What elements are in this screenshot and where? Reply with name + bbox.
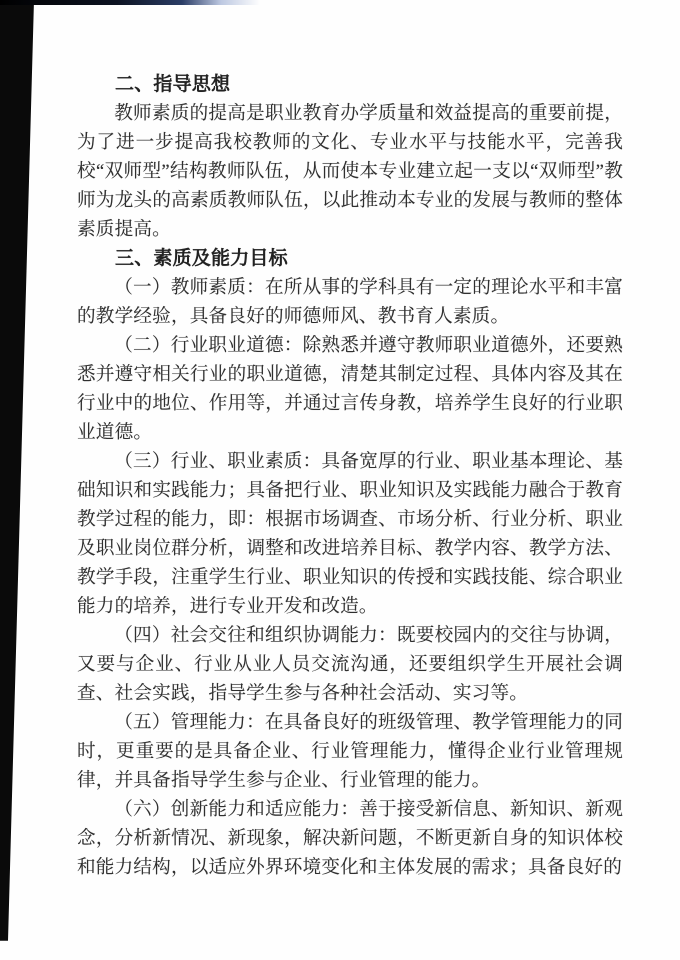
paragraph-professional-ethics: （二）行业职业道德：除熟悉并遵守教师职业道德外，还要熟悉并遵守相关行业的职业道德，清楚其制定过程、具体内容及其在行业中的地位、作用等，并通过言传身教，培养学生良好的行业职业道德。 [77, 335, 623, 443]
scan-edge-top [0, 0, 260, 5]
paragraph-guiding-ideology: 教师素质的提高是职业教育办学质量和效益提高的重要前提，为了进一步提高我校教师的文化、专业水平与技能水平，完善我校“双师型”结构教师队伍，从而使本专业建立起一支以“双师型”教师为龙头的高素质教师队伍，以此推动本专业的发展与教师的整体素质提高。 [77, 103, 623, 240]
paragraph-management-ability: （五）管理能力：在具备良好的班级管理、教学管理能力的同时，更重要的是具备企业、行业管理能力，懂得企业行业管理规律，并具备指导学生参与企业、行业管理的能力。 [77, 712, 623, 791]
scan-edge-left [0, 0, 34, 960]
paragraph-social-coordination-ability: （四）社会交往和组织协调能力：既要校园内的交往与协调，又要与企业、行业从业人员交流沟通，还要组织学生开展社会调查、社会实践，指导学生参与各种社会活动、实习等。 [77, 625, 623, 704]
paragraph-teacher-quality: （一）教师素质：在所从事的学科具有一定的理论水平和丰富的教学经验，具备良好的师德师风、教书育人素质。 [77, 277, 623, 327]
paragraph-industry-vocational-quality: （三）行业、职业素质：具备宽厚的行业、职业基本理论、基础知识和实践能力；具备把行业、职业知识及实践能力融合于教育教学过程的能力，即：根据市场调查、市场分析、行业分析、职业及职业岗位群分析，调整和改进培养目标、教学内容、教学方法、教学手段，注重学生行业、职业知识的传授和实践技能、综合职业能力的培养，进行专业开发和改造。 [77, 451, 623, 617]
page-text-block [77, 70, 623, 882]
section-heading-quality-goals: 三、素质及能力目标 [115, 248, 288, 269]
section-heading-guiding-ideology: 二、指导思想 [115, 74, 231, 95]
paragraph-innovation-adaptability: （六）创新能力和适应能力：善于接受新信息、新知识、新观念，分析新情况、新现象，解决新问题，不断更新自身的知识体校和能力结构，以适应外界环境变化和主体发展的需求；具备良好的 [77, 799, 623, 878]
